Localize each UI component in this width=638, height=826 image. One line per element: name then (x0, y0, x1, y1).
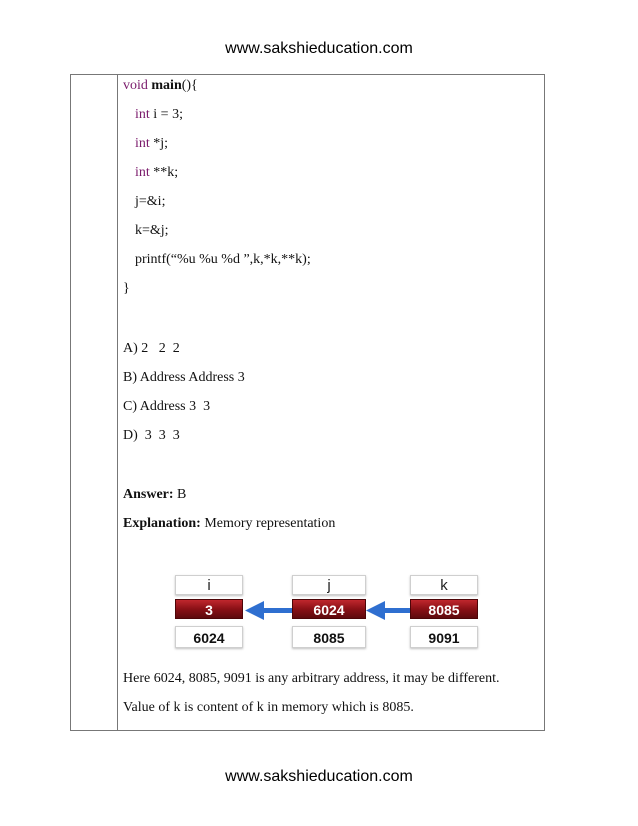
code-line-7: printf(“%u %u %d ”,k,*k,**k); (135, 252, 311, 267)
code-text: **k; (149, 165, 179, 180)
pointer-arrow-k-to-j (366, 601, 410, 620)
variable-address: 9091 (410, 626, 478, 648)
variable-value: 8085 (410, 599, 478, 619)
option-a: A) 2 2 2 (123, 341, 180, 356)
variable-value: 3 (175, 599, 243, 619)
explanation-label: Explanation: (123, 516, 201, 531)
code-keyword: int (135, 165, 150, 180)
option-d: D) 3 3 3 (123, 428, 180, 443)
answer-value: B (173, 487, 187, 502)
code-function-name: main (151, 78, 182, 93)
variable-value: 6024 (292, 599, 366, 619)
option-b: B) Address Address 3 (123, 370, 245, 385)
variable-name: k (410, 575, 478, 595)
variable-name: j (292, 575, 366, 595)
code-line-8: } (123, 281, 130, 296)
variable-address: 6024 (175, 626, 243, 648)
code-keyword: int (135, 136, 150, 151)
variable-address: 8085 (292, 626, 366, 648)
option-c: C) Address 3 3 (123, 399, 211, 414)
code-keyword: int (135, 107, 150, 122)
page-header-url: www.sakshieducation.com (225, 40, 413, 57)
variable-name: i (175, 575, 243, 595)
code-keyword: void (123, 78, 148, 93)
code-text: (){ (181, 78, 198, 93)
pointer-arrow-j-to-i (245, 601, 292, 620)
note-line-2: Value of k is content of k in memory which is 8085. (123, 700, 414, 715)
note-line-1: Here 6024, 8085, 9091 is any arbitrary address, it may be different. (123, 671, 500, 686)
code-line-5: j=&i; (135, 194, 166, 209)
code-text: *j; (149, 136, 169, 151)
code-line-6: k=&j; (135, 223, 169, 238)
explanation-value: Memory representation (200, 516, 336, 531)
answer-label: Answer: (123, 487, 174, 502)
code-text: i = 3; (149, 107, 183, 122)
page-footer-url: www.sakshieducation.com (225, 768, 413, 785)
